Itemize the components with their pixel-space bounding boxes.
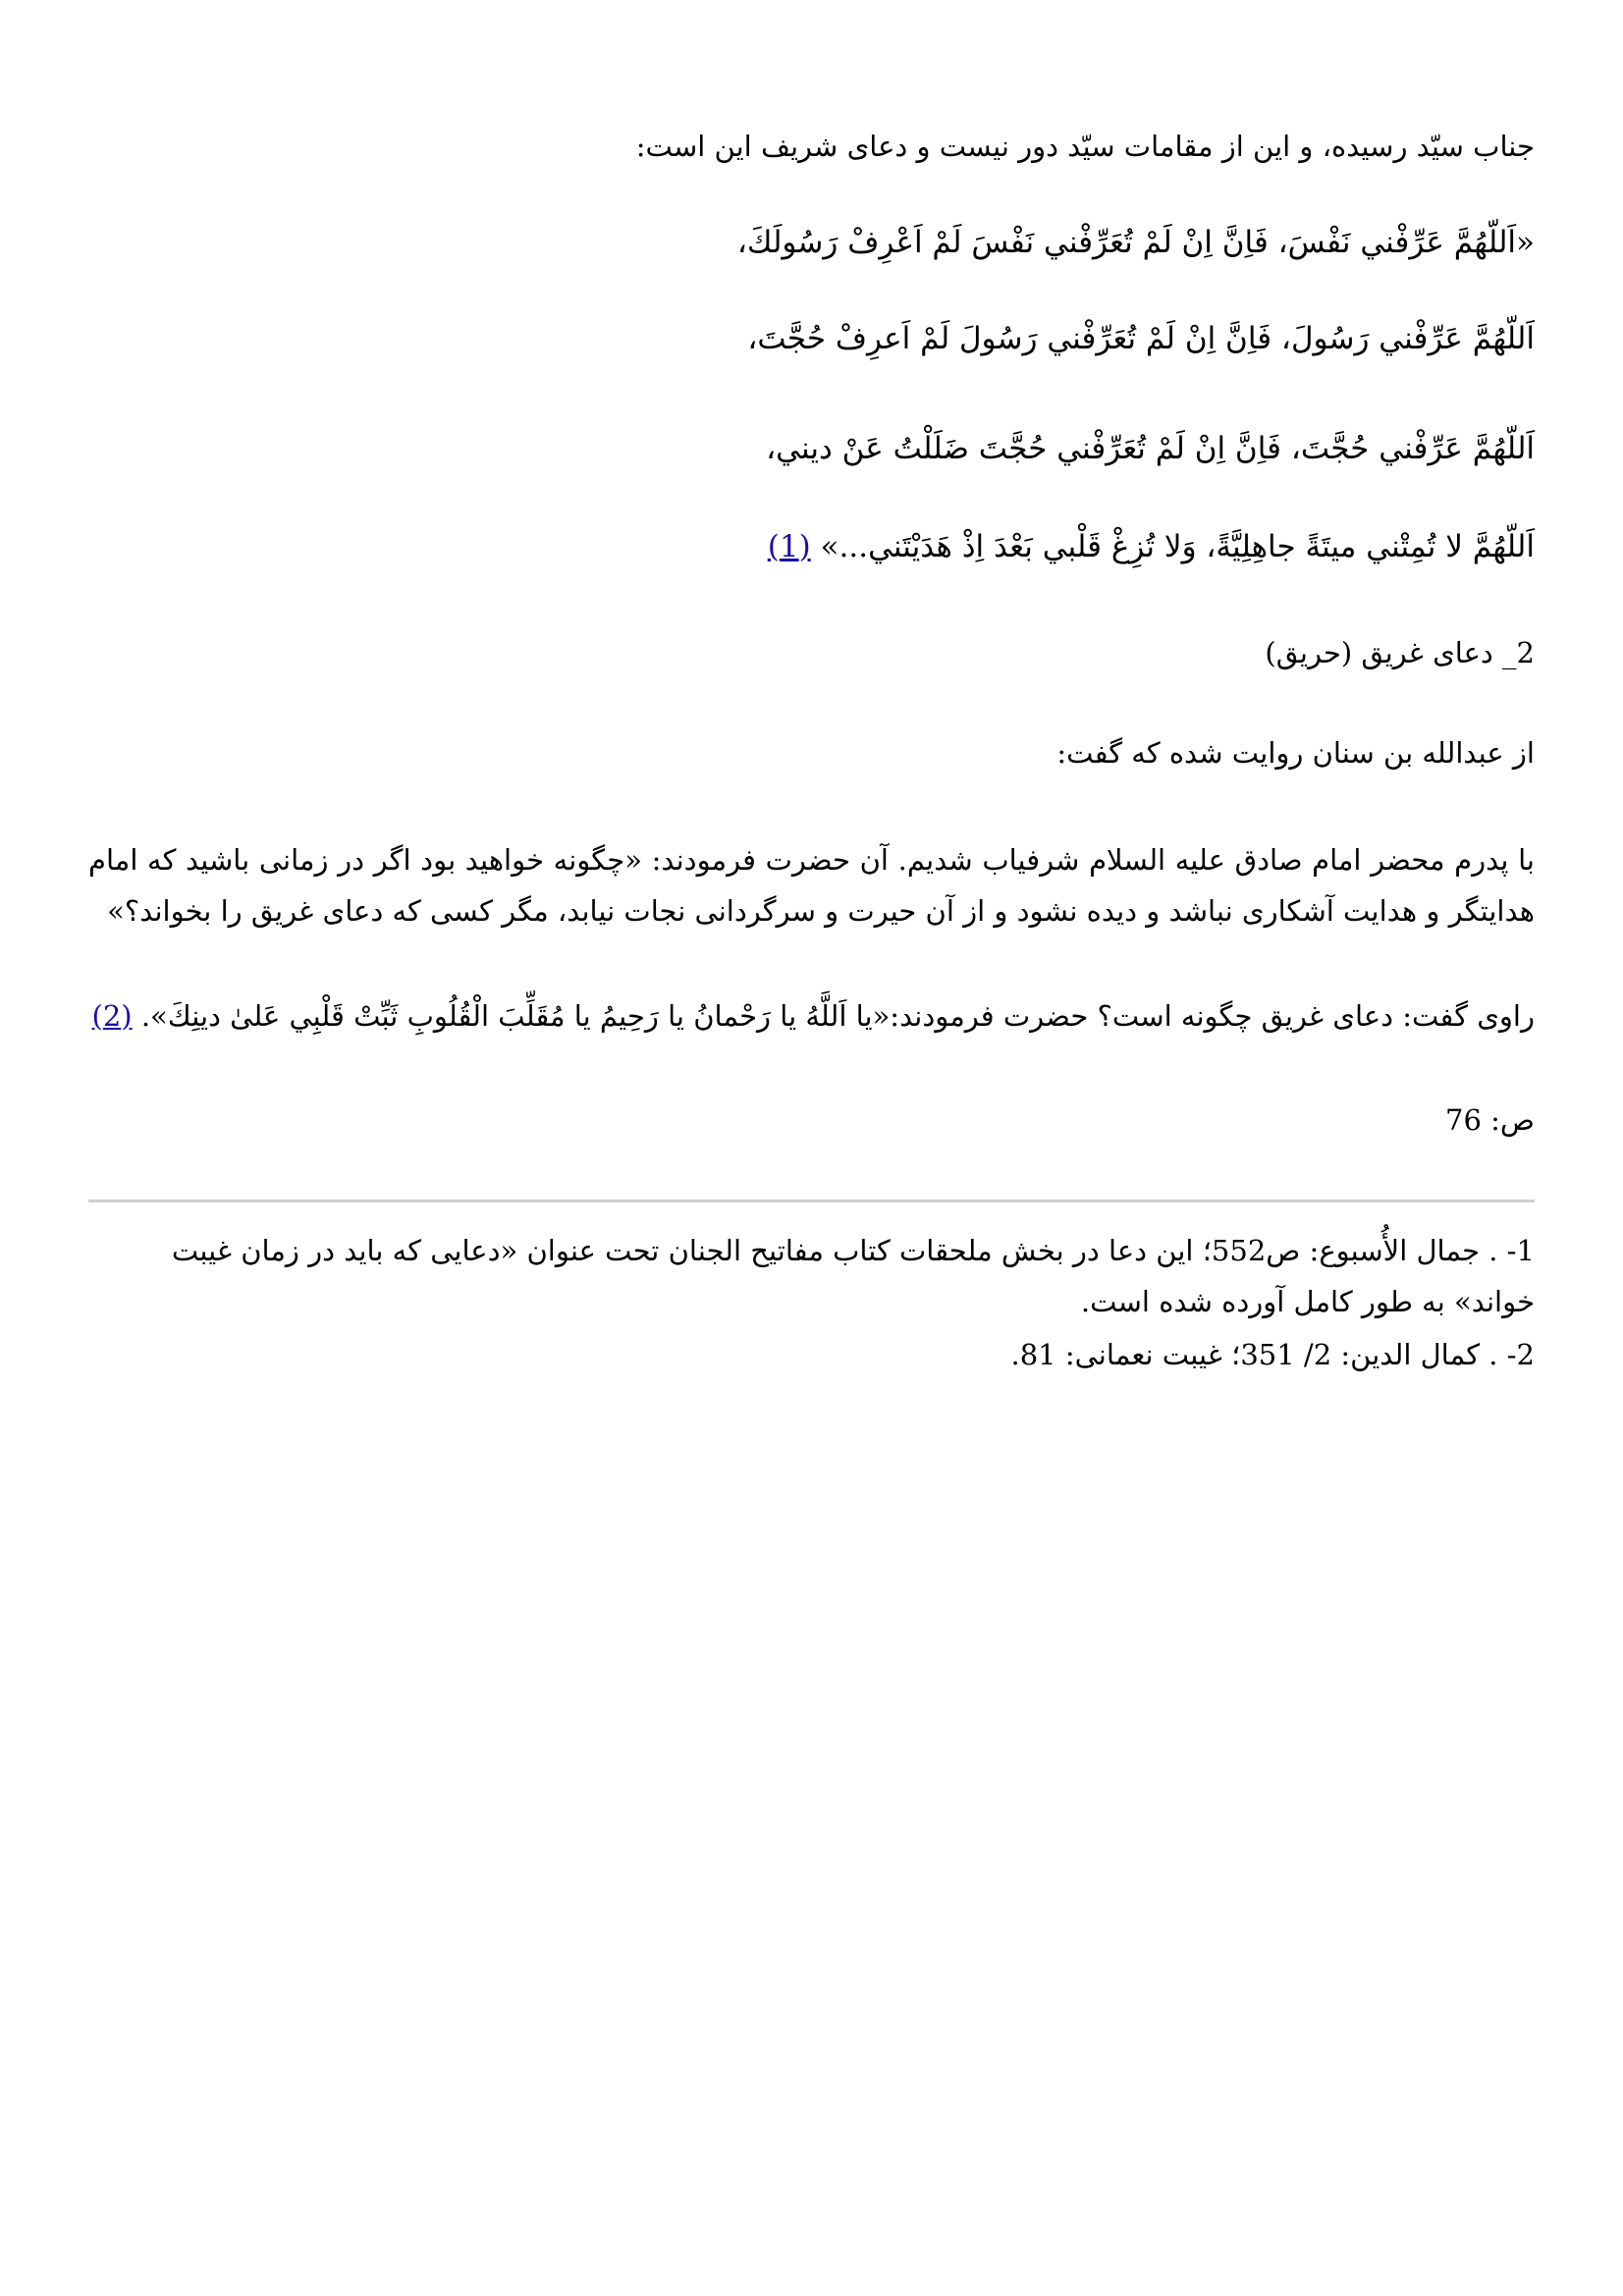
dua-paragraph — [88, 991, 1535, 1041]
page-number — [88, 1095, 1535, 1145]
section-heading — [88, 628, 1535, 677]
narration-intro — [88, 728, 1535, 777]
footnote-1 — [88, 1225, 1535, 1327]
prayer-line-4-text: اَللّهُمَّ لا تُمِتْني ميتَةً جاهِلِيَّةً، وَلا تُزِغْ قَلْبي بَعْدَ اِذْ هَدَيْتَني...» — [820, 529, 1535, 564]
dua-text: راوی گفت: دعای غریق چگونه است؟ حضرت فرمودند:«یا اَللَّهُ یا رَحْمانُ یا رَحِیمُ یا مُقَلِّبَ الْقُلُوبِ ثَبِّتْ قَلْبِي عَلىٰ دينِكَ». — [140, 999, 1535, 1033]
prayer-line-2 — [88, 314, 1535, 363]
document-page — [88, 0, 1535, 2296]
footnote-link-1[interactable]: (1) — [767, 529, 811, 564]
section-heading-text: 2_ دعای غریق (حریق) — [1265, 636, 1535, 669]
intro-text: جناب سیّد رسیده، و این از مقامات سیّد دور نیست و دعای شریف این است: — [635, 130, 1535, 163]
prayer-line-3 — [88, 424, 1535, 473]
intro-paragraph — [88, 122, 1535, 171]
page-number-text: ص: 76 — [1445, 1103, 1535, 1137]
narration-paragraph — [88, 834, 1535, 936]
prayer-line-1-text: «اَللّهُمَّ عَرِّفْني نَفْسَ، فَاِنَّ اِنْ لَمْ تُعَرِّفْني نَفْسَ لَمْ اَعْرِفْ رَسُولَكَ، — [736, 225, 1535, 260]
prayer-line-2-text: اَللّهُمَّ عَرِّفْني رَسُولَ، فَاِنَّ اِنْ لَمْ تُعَرِّفْني رَسُولَ لَمْ اَعرِفْ حُجَّتَ، — [747, 321, 1535, 356]
prayer-line-1 — [88, 218, 1535, 267]
footnote-2-text: 2- . کمال الدین: 2/ 351؛ غیبت نعمانی: 81. — [1010, 1338, 1535, 1371]
footnote-divider — [88, 1200, 1535, 1202]
footnote-1-text: 1- . جمال الأُسبوع: ص552؛ این دعا در بخش ملحقات کتاب مفاتیح الجنان تحت عنوان «دعایی که باید در زمان غیبت خواند» به طور کامل آورده شده است. — [171, 1234, 1535, 1318]
prayer-line-4 — [88, 522, 1535, 571]
footnote-2 — [88, 1329, 1535, 1380]
narration-text: با پدرم محضر امام صادق علیه السلام شرفیاب شدیم. آن حضرت فرمودند: «چگونه خواهید بود اگر در زمانی باشید که امام هدایتگر و هدایت آشکاری نباشد و دیده نشود و از آن حیرت و سرگردانی نجات نیابد، مگر کسی که دعای غریق را بخواند؟» — [88, 843, 1535, 928]
narration-intro-text: از عبدالله بن سنان روایت شده که گفت: — [1056, 736, 1535, 770]
prayer-line-3-text: اَللّهُمَّ عَرِّفْني حُجَّتَ، فَاِنَّ اِنْ لَمْ تُعَرِّفْني حُجَّتَ ضَلَلْتُ عَنْ ديني، — [766, 431, 1535, 466]
footnote-link-2[interactable]: (2) — [91, 999, 133, 1033]
